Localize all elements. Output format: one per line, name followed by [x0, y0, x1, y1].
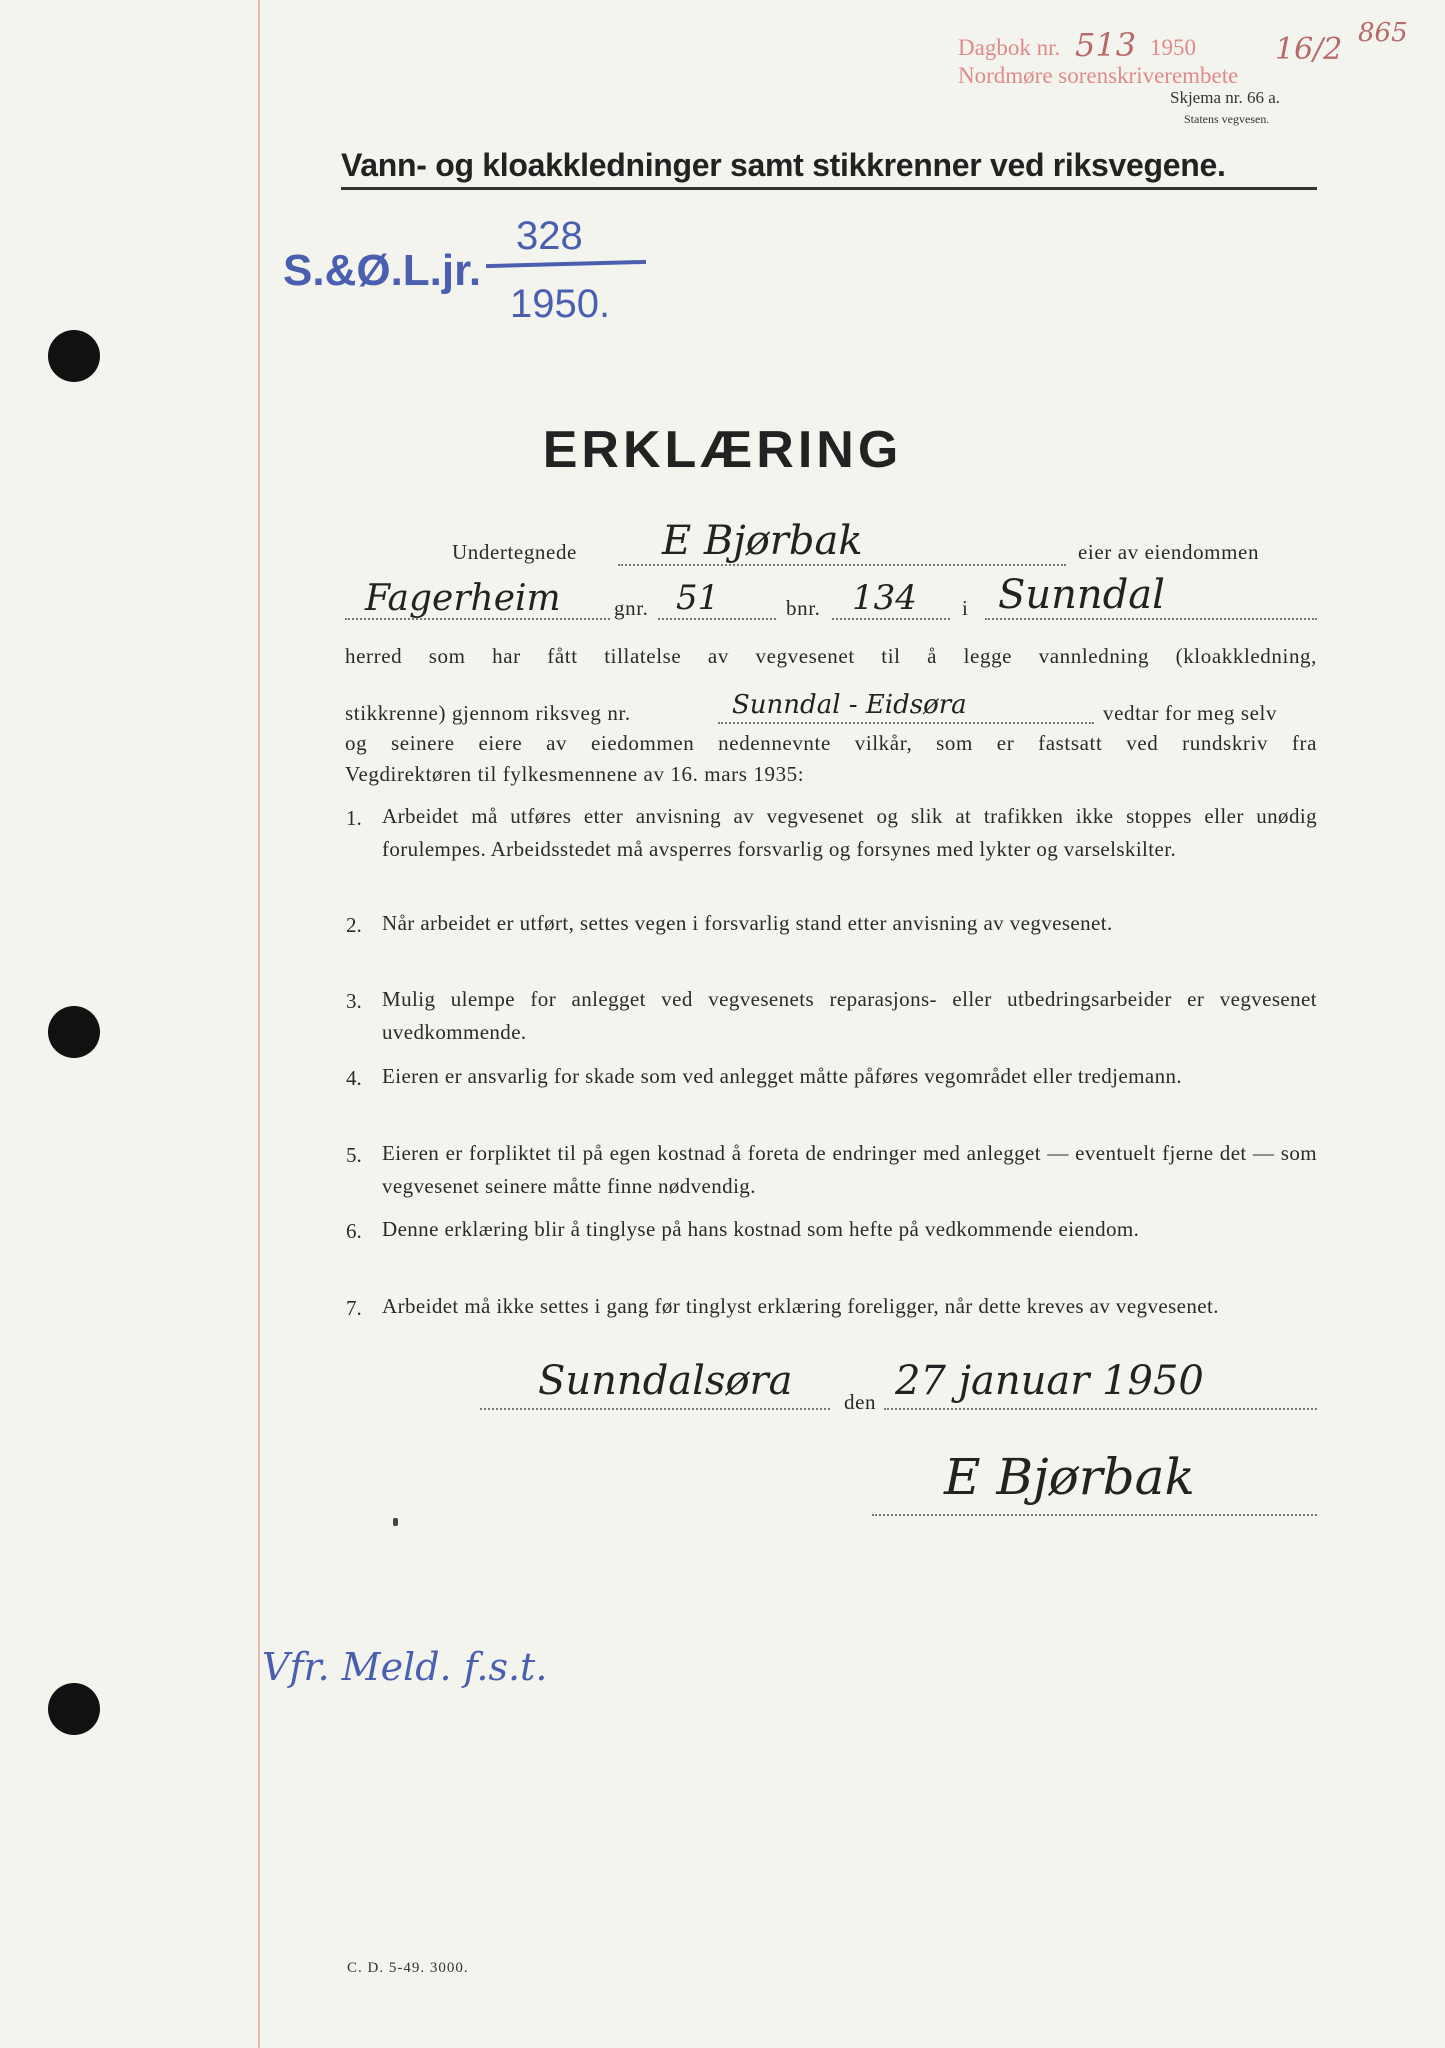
agency-name: Statens vegvesen. — [1184, 112, 1270, 126]
gnr-dotted-line — [658, 618, 776, 620]
gnr-value: 51 — [676, 578, 720, 618]
registry-stamp-line1: Dagbok nr. — [958, 35, 1061, 60]
journal-rule — [486, 260, 646, 268]
condition-number: 6. — [346, 1219, 362, 1243]
bnr-value: 134 — [852, 578, 917, 618]
signatory-dotted-line — [618, 564, 1066, 566]
ink-dot — [393, 1518, 398, 1526]
bnr-dotted-line — [832, 618, 950, 620]
declaration-heading: ERKLÆRING — [542, 421, 903, 479]
property-name: Fagerheim — [365, 578, 561, 619]
folio-number: 865 — [1358, 18, 1408, 48]
form-line-road-suffix: vedtar for meg selv — [1103, 701, 1278, 725]
document-title: Vann- og kloakkledninger samt stikkrenner ved riksvegene. — [341, 147, 1226, 183]
print-code: C. D. 5-49. 3000. — [347, 1960, 469, 1976]
form-line-directive: Vegdirektøren til fylkesmennene av 16. mars 1935: — [345, 762, 805, 786]
margin-line — [258, 0, 260, 2048]
condition-text: Når arbeidet er utført, settes vegen i forsvarlig stand etter anvisning av vegvesenet. — [382, 911, 1113, 935]
handwritten-date: 16/2 — [1275, 32, 1343, 67]
i-label: i — [962, 596, 969, 620]
road-dotted-line — [718, 722, 1094, 724]
date-dotted-line — [884, 1408, 1317, 1410]
condition-text: Eieren er ansvarlig for skade som ved anlegget måtte påføres vegområdet eller tredjemann. — [382, 1064, 1183, 1088]
undertegnede-label: Undertegnede — [452, 540, 577, 564]
signing-date: 27 januar 1950 — [895, 1358, 1204, 1404]
condition-number: 4. — [346, 1066, 362, 1090]
punch-hole-bottom — [48, 1683, 100, 1735]
condition-text: Denne erklæring blir å tinglyse på hans kostnad som hefte på vedkommende eiendom. — [382, 1217, 1140, 1241]
punch-hole-middle — [48, 1006, 100, 1058]
journal-number: 328 — [516, 214, 583, 258]
form-id: Skjema nr. 66 a. — [1170, 88, 1281, 107]
signing-place: Sunndalsøra — [538, 1358, 793, 1404]
condition-text: Arbeidet må ikke settes i gang før tinglyst erklæring foreligger, når dette kreves av vegvesenet. — [382, 1294, 1219, 1318]
journal-year: 1950. — [510, 282, 611, 326]
title-rule — [341, 187, 1317, 190]
condition-text: Mulig ulempe for anlegget ved vegvesenets reparasjons- eller utbedringsarbeider er vegvesenet uvedkommende. — [382, 987, 1317, 1044]
margin-note: Vfr. Meld. f.s.t. — [262, 1645, 548, 1689]
condition-number: 7. — [346, 1296, 362, 1320]
form-line-permission: herred som har fått tillatelse av vegvesenet til å legge vannledning (kloakkledning, — [345, 644, 1317, 668]
den-label: den — [844, 1390, 877, 1414]
gnr-label: gnr. — [614, 596, 649, 620]
condition-text: Arbeidet må utføres etter anvisning av vegvesenet og slik at trafikken ikke stoppes eller unødig forulempes. Arbeidsstedet må avsperres forsvarlig og forsynes med lykter og varselskilter. — [382, 804, 1317, 861]
eier-label: eier av eiendommen — [1078, 540, 1260, 564]
road-name: Sunndal - Eidsøra — [732, 690, 967, 720]
registry-stamp-year: 1950 — [1150, 35, 1196, 60]
signatory-name: E Bjørbak — [662, 518, 863, 564]
journal-stamp-prefix: S.&Ø.L.jr. — [283, 246, 482, 295]
municipality-dotted-line — [985, 618, 1317, 620]
municipality: Sunndal — [998, 572, 1165, 618]
condition-number: 5. — [346, 1143, 362, 1167]
bnr-label: bnr. — [786, 596, 821, 620]
registry-stamp-number: 513 — [1075, 26, 1137, 64]
form-line-conditions: og seinere eiere av eiedommen nedennevnte vilkår, som er fastsatt ved rundskriv fra — [345, 731, 1317, 755]
registry-stamp-line2: Nordmøre sorenskriverembete — [958, 63, 1239, 88]
condition-number: 3. — [346, 989, 362, 1013]
condition-text: Eieren er forpliktet til på egen kostnad å foreta de endringer med anlegget — eventuelt fjerne det — som vegvesenet seinere måtte finne nødvendig. — [382, 1141, 1317, 1198]
signature-dotted-line — [872, 1514, 1317, 1516]
condition-number: 2. — [346, 913, 362, 937]
place-dotted-line — [480, 1408, 830, 1410]
punch-hole-top — [48, 330, 100, 382]
signature: E Bjørbak — [944, 1448, 1195, 1506]
condition-number: 1. — [346, 806, 362, 830]
form-line-road-prefix: stikkrenne) gjennom riksveg nr. — [345, 701, 631, 725]
